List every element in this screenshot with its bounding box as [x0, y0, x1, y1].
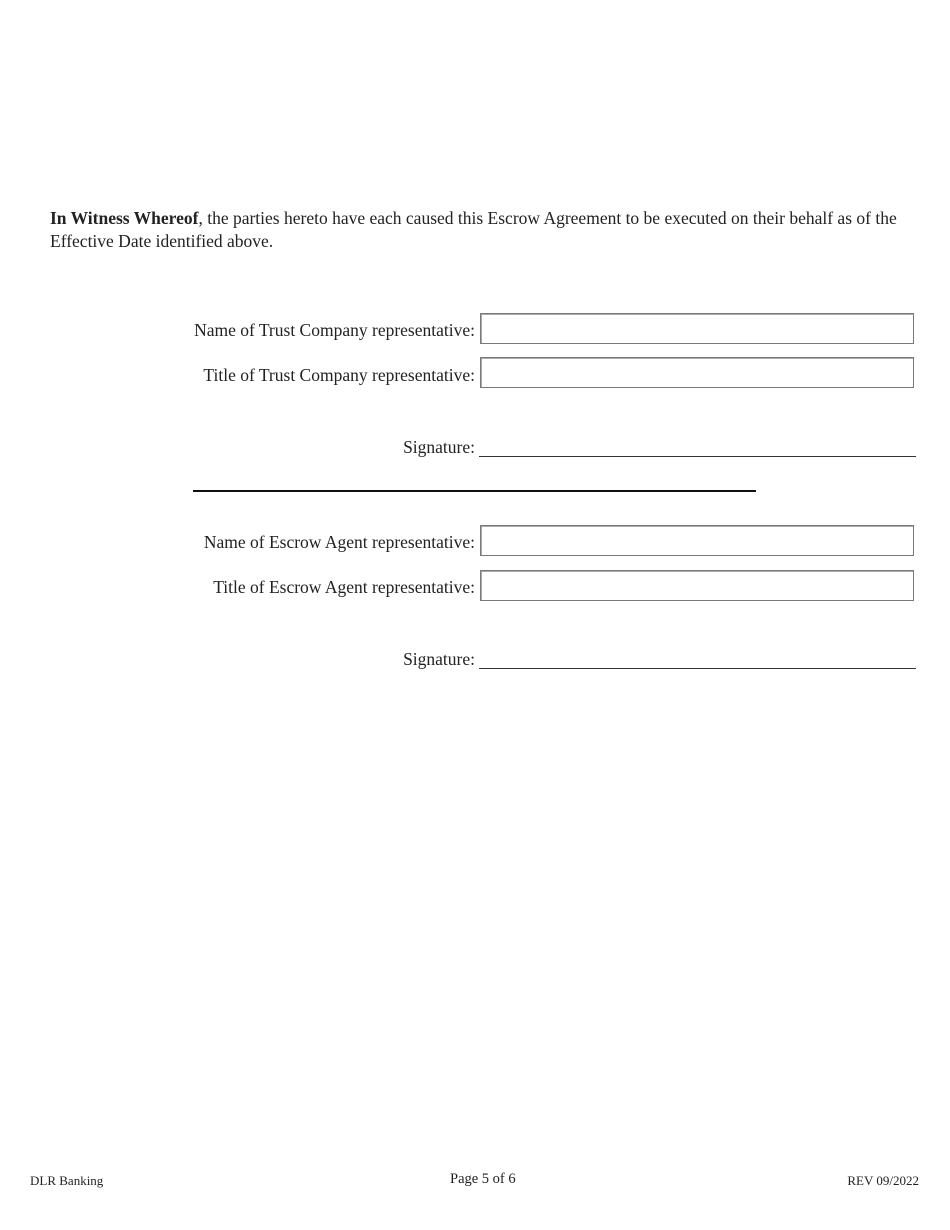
escrow-agent-name-input[interactable]: [480, 525, 914, 556]
trust-company-name-label: Name of Trust Company representative:: [194, 320, 475, 340]
escrow-agent-title-label: Title of Escrow Agent representative:: [213, 577, 475, 597]
trust-company-signature-line[interactable]: [479, 456, 916, 457]
escrow-agent-name-label: Name of Escrow Agent representative:: [203, 532, 475, 552]
witness-bold-lead: In Witness Whereof: [50, 208, 199, 228]
trust-company-name-input[interactable]: [480, 313, 914, 344]
section-divider: [193, 490, 756, 492]
witness-text: , the parties hereto have each caused this Escrow Agreement to be executed on their behalf as of the Effective Date identified above.: [50, 208, 897, 251]
trust-company-signature-label: Signature:: [403, 437, 475, 457]
escrow-agent-signature-line[interactable]: [479, 668, 916, 669]
footer-left: DLR Banking: [30, 1173, 104, 1188]
trust-company-title-input[interactable]: [480, 357, 914, 388]
trust-company-title-label: Title of Trust Company representative:: [203, 365, 475, 385]
footer-page-number: Page 5 of 6: [450, 1171, 516, 1187]
footer-revision: REV 09/2022: [847, 1173, 919, 1188]
escrow-agent-title-input[interactable]: [480, 570, 914, 601]
witness-paragraph: [50, 207, 920, 253]
escrow-agent-signature-label: Signature:: [403, 649, 475, 669]
